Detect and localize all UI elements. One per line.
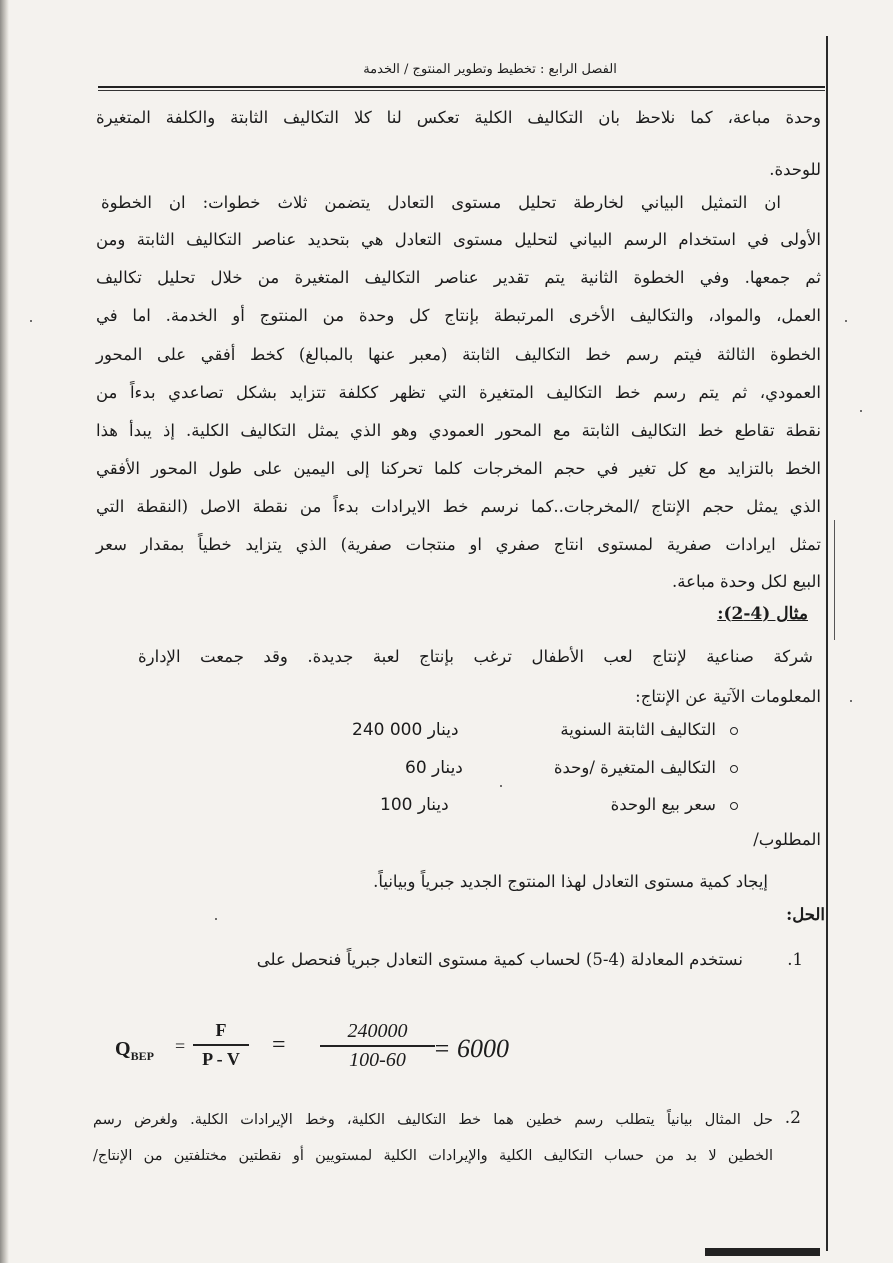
step-2-line-2: الخطين لا بد من حساب التكاليف الكلية والإيرادات الكلية لمستويين أو نقطتين مختلفتين من الإنتاج/ bbox=[93, 1148, 773, 1164]
intro-line-2: للوحدة. bbox=[769, 160, 821, 179]
paragraph-line-6: العمودي، ثم يتم رسم خط التكاليف المتغيرة التي تظهر ككلفة تتزايد بشكل تصاعدي بدءاً من bbox=[96, 383, 821, 402]
scan-speck bbox=[500, 785, 502, 787]
formula-symbolic-fraction bbox=[193, 1020, 249, 1070]
bullet-icon bbox=[730, 727, 738, 735]
paragraph-line-4: العمل، والمواد، والتكاليف الأخرى المرتبطة بإنتاج كل وحدة من المنتوج أو الخدمة. اما في bbox=[96, 306, 821, 325]
chapter-header: الفصل الرابع : تخطيط وتطوير المنتوج / الخدمة bbox=[363, 62, 617, 77]
header-rule-thin bbox=[98, 90, 825, 91]
step-1-number: 1. bbox=[787, 950, 803, 969]
scan-speck bbox=[860, 410, 862, 412]
paragraph-line-11: البيع لكل وحدة مباعة. bbox=[672, 572, 821, 591]
scan-speck bbox=[215, 918, 217, 920]
required-text: إيجاد كمية مستوى التعادل لهذا المنتوج الجديد جبرياً وبيانياً. bbox=[373, 872, 768, 891]
example-intro-line-2: المعلومات الآتية عن الإنتاج: bbox=[635, 687, 821, 706]
example-item-1 bbox=[560, 720, 738, 739]
scan-speck bbox=[845, 320, 847, 322]
paragraph-line-10: تمثل ايرادات صفرية لمستوى انتاج صفري او منتجات صفرية) الذي يتزايد خطياً بمقدار سعر bbox=[96, 535, 821, 554]
item-value-1: 240 000 دينار bbox=[352, 720, 459, 740]
bullet-icon bbox=[730, 802, 738, 810]
paragraph-line-7: نقطة تقاطع خط التكاليف الثابتة مع المحور العمودي وهو الذي يمثل التكاليف الكلية. إذ يبدأ هذا bbox=[96, 421, 821, 440]
scan-bottom-strip bbox=[705, 1248, 820, 1256]
formula-equals-2: = bbox=[272, 1032, 286, 1058]
paragraph-line-3: ثم جمعها. وفي الخطوة الثانية يتم تقدير عناصر التكاليف المتغيرة من خلال تحليل تكاليف bbox=[96, 268, 821, 287]
fraction-bar bbox=[320, 1045, 435, 1047]
item-value-3: 100 دينار bbox=[380, 795, 449, 815]
item-label: التكاليف الثابتة السنوية bbox=[560, 720, 716, 739]
break-even-formula bbox=[115, 1020, 535, 1080]
step-2-line-1: حل المثال بيانياً يتطلب رسم خطين هما خط التكاليف الكلية، وخط الإيرادات الكلية. ولغرض رسم bbox=[93, 1112, 773, 1128]
example-intro-line-1: شركة صناعية لإنتاج لعب الأطفال ترغب بإنتاج لعبة جديدة. وقد جمعت الإدارة bbox=[138, 647, 813, 666]
formula-equals-1: = bbox=[175, 1036, 186, 1056]
formula-result: = 6000 bbox=[433, 1034, 510, 1063]
formula-denominator: P - V bbox=[202, 1048, 240, 1069]
margin-mark bbox=[834, 520, 835, 640]
item-value-2: 60 دينار bbox=[405, 758, 463, 778]
intro-line-1: وحدة مباعة، كما نلاحظ بان التكاليف الكلية تعكس لنا كلا التكاليف الثابتة والكلفة المتغيرة bbox=[96, 108, 821, 127]
formula-value-denominator: 100-60 bbox=[349, 1048, 406, 1071]
solution-label: الحل: bbox=[786, 905, 825, 924]
paragraph-line-5: الخطوة الثالثة فيتم رسم خط التكاليف الثابتة (معبر عنها بالمبالغ) كخط أفقي على المحور bbox=[96, 345, 821, 364]
header-rule bbox=[98, 86, 825, 88]
paragraph-line-8: الخط بالتزايد مع كل تغير في حجم المخرجات كلما تحركنا إلى اليمين على طول المحور الأفقي bbox=[96, 459, 821, 478]
scan-speck bbox=[850, 700, 852, 702]
item-label: سعر بيع الوحدة bbox=[610, 795, 716, 814]
scan-speck bbox=[30, 320, 32, 322]
example-item-3 bbox=[611, 795, 738, 814]
example-item-2 bbox=[554, 758, 738, 777]
paragraph-line-2: الأولى في استخدام الرسم البياني لتحليل مستوى التعادل هي بتحديد عناصر التكاليف الثابتة ومن bbox=[96, 230, 821, 249]
fraction-bar bbox=[193, 1044, 249, 1046]
step-2-number: 2. bbox=[784, 1108, 801, 1128]
paragraph-line-1: ان التمثيل البياني لخارطة تحليل مستوى التعادل يتضمن ثلاث خطوات: ان الخطوة bbox=[101, 193, 781, 212]
paragraph-line-9: الذي يمثل حجم الإنتاج /المخرجات..كما نرسم خط الايرادات بدءاً من نقطة الاصل (النقطة التي bbox=[96, 497, 821, 516]
example-title: مثال (4-2): bbox=[717, 604, 808, 624]
item-label: التكاليف المتغيرة /وحدة bbox=[553, 758, 716, 777]
margin-rule bbox=[826, 36, 828, 1251]
formula-numerator: F bbox=[215, 1020, 227, 1040]
formula-value-numerator: 240000 bbox=[347, 1020, 408, 1042]
formula-numeric-fraction bbox=[320, 1020, 435, 1072]
required-label: المطلوب/ bbox=[753, 830, 821, 849]
scan-edge bbox=[0, 0, 9, 1263]
bullet-icon bbox=[730, 765, 738, 773]
step-1-text: نستخدم المعادلة (4-5) لحساب كمية مستوى التعادل جبرياً فنحصل على bbox=[256, 950, 743, 969]
formula-q: $Q_{BEP}$ bbox=[115, 1038, 154, 1063]
